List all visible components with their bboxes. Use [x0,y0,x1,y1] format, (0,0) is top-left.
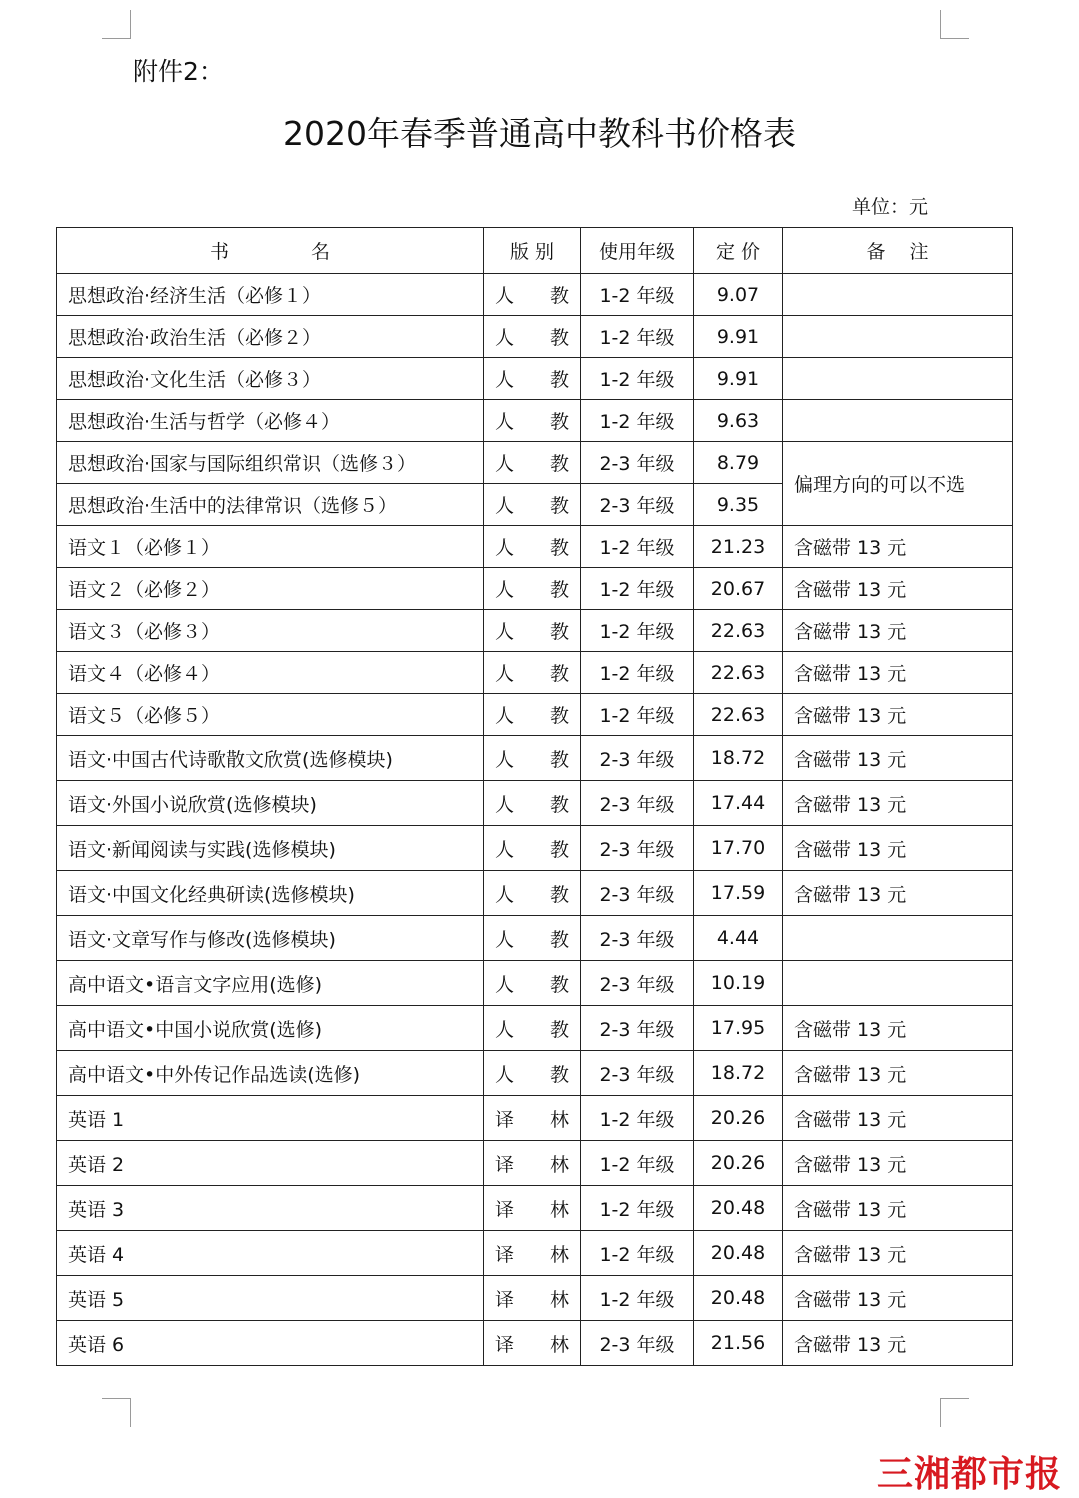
cell-remark: 含磁带 13 元 [783,1276,1013,1321]
cell-book-name: 语文１（必修１） [57,526,484,568]
table-row [57,1141,1013,1186]
cell-press [484,1321,581,1366]
cell-remark-merged: 偏理方向的可以不选 [783,442,1013,526]
cell-remark: 含磁带 13 元 [783,568,1013,610]
cell-press [484,442,581,484]
cell-price: 9.63 [694,400,783,442]
cell-price: 17.44 [694,781,783,826]
cell-press [484,694,581,736]
cell-press [484,610,581,652]
table-header-row [57,228,1013,274]
table-row [57,1276,1013,1321]
cell-book-name: 英语 6 [57,1321,484,1366]
cell-press [484,526,581,568]
cell-press [484,826,581,871]
cell-book-name: 语文·中国文化经典研读(选修模块) [57,871,484,916]
cell-grade: 1-2 年级 [581,694,694,736]
cell-book-name: 英语 5 [57,1276,484,1321]
cell-price: 20.26 [694,1096,783,1141]
cell-press-text: 译林 [495,1288,569,1311]
cell-book-name: 英语 2 [57,1141,484,1186]
cell-remark [783,400,1013,442]
cell-book-name: 思想政治·生活中的法律常识（选修５） [57,484,484,526]
table-row [57,316,1013,358]
table-row [57,826,1013,871]
table-row [57,442,1013,484]
cell-grade: 1-2 年级 [581,1231,694,1276]
cell-grade: 2-3 年级 [581,871,694,916]
cell-price: 22.63 [694,694,783,736]
table-row [57,1231,1013,1276]
cell-book-name: 思想政治·生活与哲学（必修４） [57,400,484,442]
cell-grade: 1-2 年级 [581,1186,694,1231]
cell-remark [783,961,1013,1006]
cell-grade: 1-2 年级 [581,1096,694,1141]
cell-remark: 含磁带 13 元 [783,1051,1013,1096]
table-row [57,358,1013,400]
cell-price: 20.26 [694,1141,783,1186]
cell-remark: 含磁带 13 元 [783,1186,1013,1231]
table-row [57,1186,1013,1231]
cell-press-text: 译林 [495,1333,569,1356]
cell-remark: 含磁带 13 元 [783,526,1013,568]
table-row [57,871,1013,916]
cell-press-text: 人教 [495,705,569,727]
cell-press-text: 人教 [495,369,569,391]
cell-press-text: 人教 [495,453,569,475]
crop-mark-bottom-right [940,1398,969,1427]
cell-book-name: 思想政治·文化生活（必修３） [57,358,484,400]
cell-price: 20.48 [694,1186,783,1231]
cell-grade: 1-2 年级 [581,1141,694,1186]
cell-grade: 1-2 年级 [581,1276,694,1321]
cell-grade: 1-2 年级 [581,274,694,316]
cell-book-name: 语文·新闻阅读与实践(选修模块) [57,826,484,871]
cell-press [484,1231,581,1276]
cell-book-name: 思想政治·政治生活（必修２） [57,316,484,358]
header-remark: 备 注 [783,228,1013,274]
cell-press [484,274,581,316]
cell-press-text: 人教 [495,495,569,517]
cell-remark: 含磁带 13 元 [783,871,1013,916]
cell-press-text: 人教 [495,838,569,861]
cell-press [484,1186,581,1231]
table-row [57,916,1013,961]
cell-price: 8.79 [694,442,783,484]
cell-price: 20.48 [694,1276,783,1321]
cell-press-text: 人教 [495,1063,569,1086]
cell-press [484,1096,581,1141]
cell-book-name: 语文３（必修３） [57,610,484,652]
cell-remark: 含磁带 13 元 [783,1321,1013,1366]
cell-press [484,484,581,526]
cell-price: 9.07 [694,274,783,316]
cell-press [484,1051,581,1096]
cell-remark [783,316,1013,358]
cell-press-text: 人教 [495,285,569,307]
table-row [57,652,1013,694]
cell-press-text: 人教 [495,537,569,559]
cell-book-name: 语文·文章写作与修改(选修模块) [57,916,484,961]
cell-price: 17.59 [694,871,783,916]
cell-press [484,961,581,1006]
cell-press [484,1276,581,1321]
newspaper-logo: 三湘都市报 [877,1454,1063,1495]
cell-remark: 含磁带 13 元 [783,1231,1013,1276]
cell-press-text: 人教 [495,928,569,951]
cell-book-name: 语文５（必修５） [57,694,484,736]
cell-price: 21.23 [694,526,783,568]
header-book-name: 书 名 [57,228,484,274]
cell-price: 18.72 [694,736,783,781]
cell-press-text: 人教 [495,973,569,996]
table-row [57,961,1013,1006]
cell-grade: 1-2 年级 [581,316,694,358]
cell-press-text: 人教 [495,793,569,816]
cell-price: 9.91 [694,358,783,400]
cell-book-name: 思想政治·国家与国际组织常识（选修３） [57,442,484,484]
cell-press-text: 人教 [495,748,569,771]
cell-book-name: 英语 3 [57,1186,484,1231]
cell-remark [783,358,1013,400]
cell-press [484,736,581,781]
cell-press-text: 译林 [495,1108,569,1131]
cell-press [484,316,581,358]
crop-mark-bottom-left [102,1398,131,1427]
cell-price: 18.72 [694,1051,783,1096]
cell-remark [783,274,1013,316]
cell-book-name: 高中语文•中外传记作品选读(选修) [57,1051,484,1096]
cell-book-name: 思想政治·经济生活（必修１） [57,274,484,316]
cell-grade: 1-2 年级 [581,652,694,694]
cell-grade: 1-2 年级 [581,526,694,568]
cell-remark: 含磁带 13 元 [783,736,1013,781]
cell-press [484,400,581,442]
cell-press-text: 译林 [495,1198,569,1221]
table-row [57,1006,1013,1051]
cell-grade: 2-3 年级 [581,1051,694,1096]
table-row [57,1321,1013,1366]
cell-grade: 2-3 年级 [581,484,694,526]
table-row [57,274,1013,316]
cell-press [484,358,581,400]
cell-press [484,871,581,916]
price-table [56,227,1013,1366]
cell-press-text: 人教 [495,411,569,433]
cell-book-name: 语文·外国小说欣赏(选修模块) [57,781,484,826]
crop-mark-top-left [102,10,131,39]
cell-price: 17.95 [694,1006,783,1051]
cell-remark: 含磁带 13 元 [783,826,1013,871]
table-row [57,610,1013,652]
table-row [57,568,1013,610]
cell-grade: 2-3 年级 [581,1006,694,1051]
cell-grade: 1-2 年级 [581,610,694,652]
cell-press-text: 人教 [495,327,569,349]
cell-grade: 2-3 年级 [581,961,694,1006]
cell-remark: 含磁带 13 元 [783,652,1013,694]
cell-price: 4.44 [694,916,783,961]
cell-price: 20.48 [694,1231,783,1276]
table-row [57,736,1013,781]
cell-book-name: 英语 1 [57,1096,484,1141]
table-row [57,526,1013,568]
cell-book-name: 语文４（必修４） [57,652,484,694]
cell-grade: 2-3 年级 [581,442,694,484]
cell-press [484,652,581,694]
cell-grade: 2-3 年级 [581,1321,694,1366]
cell-press-text: 人教 [495,663,569,685]
cell-remark: 含磁带 13 元 [783,1006,1013,1051]
cell-grade: 2-3 年级 [581,781,694,826]
cell-grade: 2-3 年级 [581,736,694,781]
cell-remark: 含磁带 13 元 [783,610,1013,652]
table-row [57,1096,1013,1141]
cell-grade: 1-2 年级 [581,400,694,442]
cell-press [484,1141,581,1186]
crop-mark-top-right [940,10,969,39]
unit-label: 单位：元 [852,196,929,218]
cell-price: 9.35 [694,484,783,526]
cell-remark: 含磁带 13 元 [783,1141,1013,1186]
cell-grade: 1-2 年级 [581,358,694,400]
table-row [57,400,1013,442]
cell-press-text: 人教 [495,1018,569,1041]
cell-book-name: 高中语文•语言文字应用(选修) [57,961,484,1006]
cell-press [484,916,581,961]
cell-press-text: 人教 [495,883,569,906]
cell-book-name: 英语 4 [57,1231,484,1276]
attachment-label: 附件2： [133,57,224,86]
cell-price: 17.70 [694,826,783,871]
header-price: 定 价 [694,228,783,274]
table-row [57,694,1013,736]
cell-remark [783,916,1013,961]
cell-press-text: 人教 [495,579,569,601]
cell-press-text: 人教 [495,621,569,643]
cell-price: 10.19 [694,961,783,1006]
cell-remark: 含磁带 13 元 [783,694,1013,736]
cell-price: 20.67 [694,568,783,610]
cell-book-name: 语文·中国古代诗歌散文欣赏(选修模块) [57,736,484,781]
table-row [57,1051,1013,1096]
table-body [57,274,1013,1366]
header-grade: 使用年级 [581,228,694,274]
cell-price: 9.91 [694,316,783,358]
cell-press [484,568,581,610]
cell-price: 22.63 [694,652,783,694]
cell-remark: 含磁带 13 元 [783,1096,1013,1141]
cell-book-name: 语文２（必修２） [57,568,484,610]
cell-press [484,1006,581,1051]
cell-grade: 1-2 年级 [581,568,694,610]
cell-remark: 含磁带 13 元 [783,781,1013,826]
cell-price: 22.63 [694,610,783,652]
cell-press-text: 译林 [495,1243,569,1266]
cell-press [484,781,581,826]
header-press: 版 别 [484,228,581,274]
cell-grade: 2-3 年级 [581,826,694,871]
table-row [57,781,1013,826]
cell-price: 21.56 [694,1321,783,1366]
cell-grade: 2-3 年级 [581,916,694,961]
cell-press-text: 译林 [495,1153,569,1176]
page-title: 2020年春季普通高中教科书价格表 [283,114,796,153]
cell-book-name: 高中语文•中国小说欣赏(选修) [57,1006,484,1051]
